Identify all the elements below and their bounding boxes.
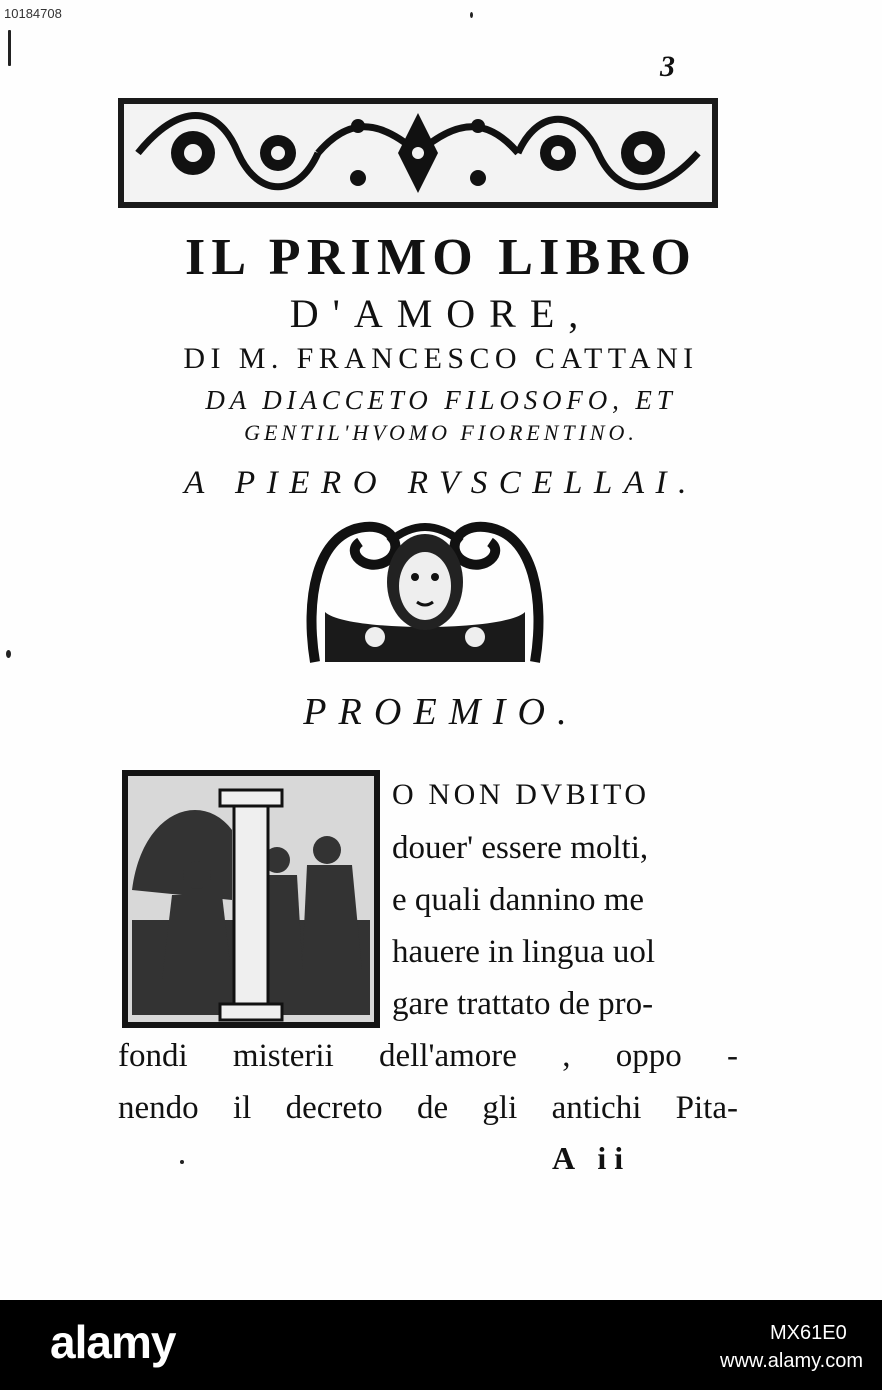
page-speck: [6, 650, 11, 658]
text-line: fondi misterii dell'amore , oppo -: [118, 1038, 738, 1074]
footer-url: www.alamy.com: [720, 1350, 863, 1372]
page-speck: [180, 1160, 184, 1164]
page-number: 3: [660, 50, 675, 83]
ornamental-headpiece: [118, 98, 718, 208]
mascaron-ornament: [305, 512, 545, 667]
text-line: hauere in lingua uol: [392, 934, 656, 970]
title-line-5: GENTIL'HVOMO FIORENTINO.: [244, 420, 638, 445]
stock-id: 10184708: [4, 6, 62, 21]
alamy-logo: alamy: [50, 1316, 176, 1368]
page-speck: [8, 30, 11, 66]
text-line: e quali dannino me: [392, 882, 645, 918]
text-line: gare trattato de pro-: [392, 986, 654, 1022]
historiated-initial-i: [122, 770, 380, 1028]
title-line-2: D'AMORE,: [289, 291, 593, 336]
title-line-4: DA DIACCETO FILOSOFO, ET: [205, 385, 677, 415]
text-line: douer' essere molti,: [392, 830, 649, 866]
section-heading: PROEMIO.: [303, 691, 579, 733]
text-line: O NON DVBITO: [392, 778, 650, 811]
dedication-line: A PIERO RVSCELLAI.: [184, 465, 698, 501]
signature-mark: A ii: [552, 1140, 632, 1176]
page-speck: [470, 12, 473, 18]
text-line: nendo il decreto de gli antichi Pita-: [118, 1090, 738, 1126]
image-id: MX61E0: [770, 1322, 847, 1344]
title-line-3: DI M. FRANCESCO CATTANI: [183, 342, 699, 375]
title-line-1: IL PRIMO LIBRO: [184, 229, 698, 286]
